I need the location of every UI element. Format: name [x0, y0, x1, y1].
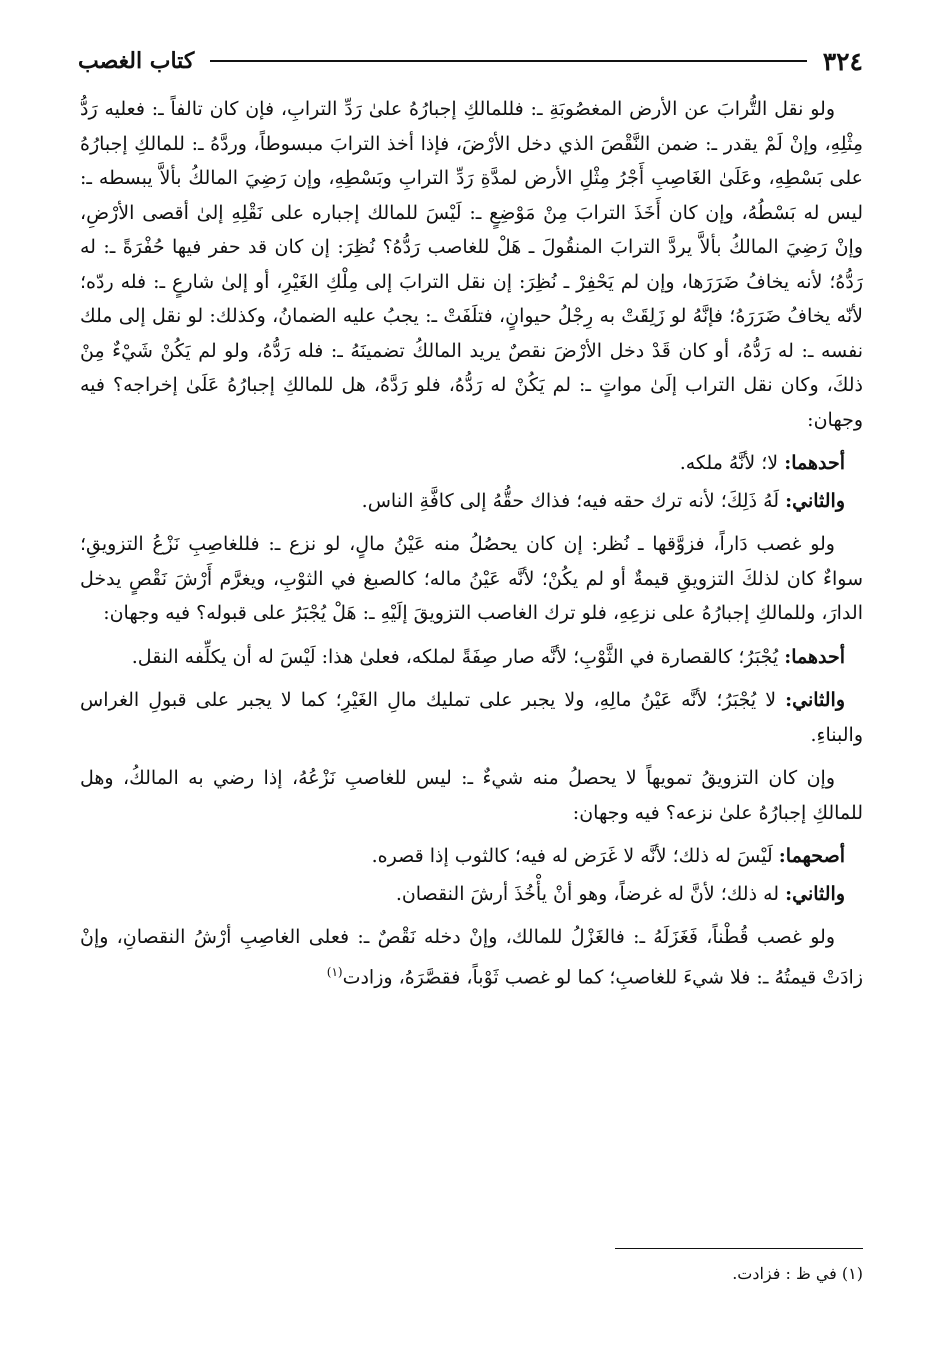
- header-rule: [210, 60, 806, 62]
- main-text: [80, 92, 863, 1003]
- option-label: والثاني:: [785, 689, 845, 711]
- page-header: [78, 44, 863, 78]
- option-label: والثاني:: [785, 489, 845, 512]
- paragraph-text: وإن كان التزويقُ تمويهاً لا يحصلُ منه شيءٌ ـ: ليس للغاصبِ نَزْعُهُ، إذا رضي به المالكُ، وهل للمالكِ إجبارُهُ علىٰ نزعه؟ فيه وجهان:: [80, 767, 863, 824]
- paragraph-text: ولو غصب قُطْناً، فَغَزَلَهُ ـ: فالغَزْلُ للمالك، وإنْ دخله نَقْصٌ ـ: فعلى الغاصِبِ أرْشُ النقصانِ، وإنْ زادَتْ قيمتُهُ ـ: فلا شيءَ للغاصبِ؛ كما لو غصب ثَوْباً، فقصَّرَهُ، وزادت: [80, 926, 863, 988]
- footnote: [80, 1262, 863, 1286]
- option-paragraph: [80, 839, 863, 874]
- option-text: لا؛ لأنَّهُ ملكه.: [679, 452, 785, 474]
- option-text: لَيْسَ له ذلك؛ لأنَّه لا غَرَض له فيه؛ كالثوب إذا قصره.: [371, 845, 779, 867]
- paragraph: [80, 92, 863, 437]
- option-paragraph: [80, 484, 863, 519]
- option-text: يُجْبَرُ؛ كالقصارة في الثَّوْبِ؛ لأنَّه صار صِفَةً لملكه، فعلىٰ هذا: لَيْسَ له أن يكلِّفه النقل.: [131, 645, 785, 668]
- option-label: أحدهما:: [784, 645, 845, 668]
- option-paragraph: [80, 877, 863, 912]
- option-paragraph: [80, 683, 863, 752]
- paragraph-text: ولو نقل التُّرابَ عن الأرض المغصُوبَةِ ـ: فللمالكِ إجبارُهُ علىٰ رَدِّ الترابِ، فإن كان تالفاً ـ: فعليه رَدُّ مِثْلِهِ، وإنْ لَمْ يقدر ـ: ضمن النَّقْصَ الذي دخل الأرْضَ، فإذا أخذ الترابَ مبسوطاً، وردَّهُ ـ: للمالكِ إجبارُهُ على بَسْطِهِ، وعَلَىٰ الغَاصِبِ أَجْرُ مِثْلِ الأرض لمدَّةِ رَدِّ الترابِ وبَسْطِهِ، وإن رَضِيَ المالكُ بألاَّ يبسطه ـ: ليس له بَسْطُهُ، وإن كان أَخَذَ الترابَ مِنْ مَوْضِعٍ ـ: لَيْسَ للمالك إجباره على نَقْلِهِ إلىٰ أقصى الأرْضِ، وإنْ رَضِيَ المالكُ بألاَّ يردَّ الترابَ المنقُولَ ـ هَلْ للغاصب رَدُّهُ؟ نُظِرَ: إن كان قد حفر فيها حُفْرَةً ـ: له رَدُّهُ؛ لأنه يخافُ ضَرَرَها، وإن لم يَحْفِرْ ـ نُظِرَ: إن نقل الترابَ إلى مِلْكِ الغَيْرِ، أو إلىٰ شارعٍ ـ: فله ردّه؛ لأنّه يخافُ ضَرَرَهُ؛ فإنَّهُ لو زَلِقَتْ به رِجْلُ حيوانٍ، فتلَفَتْ ـ: يجبُ عليه الضمانُ، وكذلك: لو نقل إلى ملك نفسه ـ: له رَدُّهُ، أو كان قَدْ دخل الأرْضَ نقصٌ يريد المالكُ تضمينَهُ ـ: فله رَدُّهُ، ولو لم يَكُنْ شَيْءٌ مِنْ ذلكَ، وكان نقل التراب إلَىٰ مواتٍ ـ: لم يَكُنْ له رَدُّهُ، فلو رَدَّهُ، هل للمالكِ إجبارُهُ عَلَىٰ إخراجه؟ فيه وجهان:: [80, 98, 863, 431]
- book-title: كتاب الغصب: [78, 48, 195, 74]
- option-label: والثاني:: [785, 882, 845, 905]
- option-text: لَهُ ذَلِكَ؛ لأنه ترك حقه فيه؛ فذاك حقُّهُ إلى كافَّةِ الناس.: [361, 489, 786, 512]
- paragraph: [80, 527, 863, 631]
- footnote-marker[interactable]: (١): [326, 964, 343, 979]
- option-label: أحدهما:: [784, 452, 845, 474]
- paragraph: [80, 761, 863, 830]
- option-text: له ذلك؛ لأنَّ له غرضاً، وهو أنْ يأْخُذَ أرشَ النقصان.: [395, 882, 786, 905]
- footnote-divider: [615, 1248, 863, 1249]
- page-number: ٣٢٤: [822, 46, 863, 76]
- option-label: أصحهما:: [778, 845, 845, 867]
- paragraph-text: ولو غصب دَاراً، فزوَّقها ـ نُظر: إن كان يحصُلُ منه عَيْنُ مالٍ، لو نزع ـ: فللغاصِبِ نَزْعُ التزويقِ؛ سواءٌ كان لذلكَ التزويقِ قيمةٌ أو لم يكُنْ؛ لأنَّه عَيْنُ ماله؛ كالصبغ في الثوْبِ، ويغرَّم أَرْشَ نَقْصٍ يدخل الدارَ، وللمالكِ إجبارُهُ على نزعِهِ، فلو ترك الغاصب التزويقَ إلَيْهِ ـ: هَلْ يُجْبَرُ على قبوله؟ فيه وجهان:: [80, 533, 863, 624]
- paragraph: [80, 920, 863, 994]
- option-text: لا يُجْبَرُ؛ لأنَّه عَيْنُ مالِهِ، ولا يجبر على تمليك مالِ الغَيْرِ؛ كما لا يجبر على قبولِ الغراس والبناءِ.: [80, 689, 863, 746]
- footnote-text: (١) في ظ : فزادت.: [732, 1264, 863, 1283]
- option-paragraph: [80, 446, 863, 481]
- option-paragraph: [80, 640, 863, 675]
